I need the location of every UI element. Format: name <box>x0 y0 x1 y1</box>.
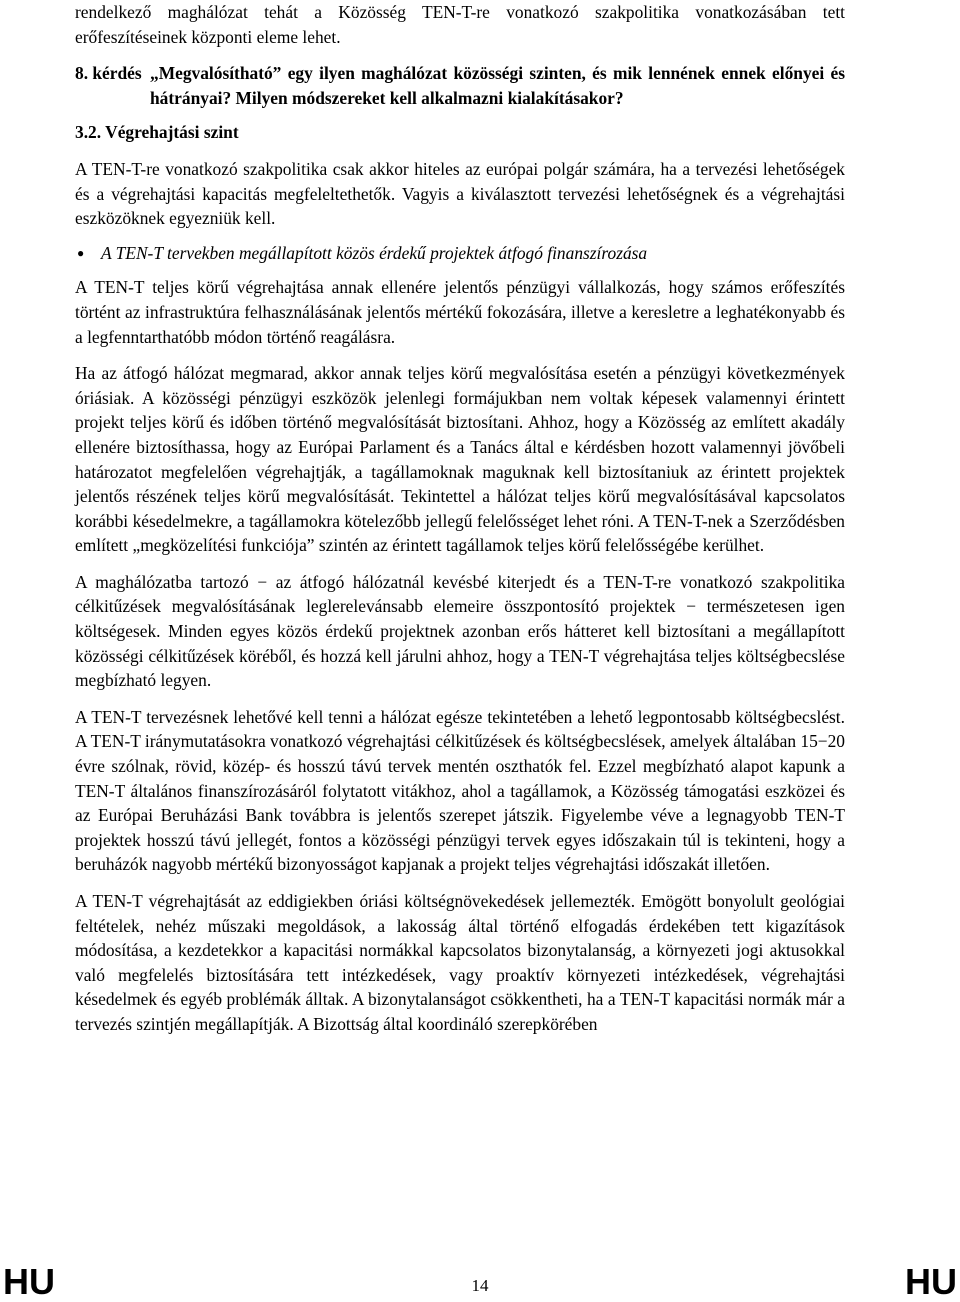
document-body <box>75 0 845 1037</box>
paragraph-2: A TEN-T teljes körű végrehajtása annak ellenére jelentős pénzügyi vállalkozás, hogy számos erőfeszítés történt az infrastruktúra felhasználásának jelentős mértékű fokozására, illetve a keresletre a leghatékonyabb és a legfenntarthatóbb módon történő reagálásra. <box>75 277 845 347</box>
question-number: 8. kérdés <box>75 63 142 84</box>
spacer <box>75 49 845 61</box>
paragraph-6: A TEN-T végrehajtását az eddigiekben óriási költségnövekedések jellemezték. Emögött bonyolult geológiai feltételek, nehéz műszaki megoldások, a lakosság által történő elfogadás érdekében tett kigazítások módosítása, a kezdetekkor a kapacitási normákkal kapcsolatos bizonytalanság, a környezeti jogi aktusokkal való megfelelés biztosítására tett intézkedések, vagy proaktív környezeti intézkedések, végrehajtási késedelmek és egyéb problémák álltak. A bizonytalanságot csökkentheti, ha a TEN-T kapacitási normák már a tervezés szintjén megállapítják. A Bizottság által koordináló szerepkörében <box>75 891 845 1034</box>
spacer <box>75 265 845 275</box>
paragraph-4: A maghálózatba tartozó − az átfogó hálózatnál kevésbé kiterjedt és a TEN-T-re vonatkozó szakpolitika célkitűzések megvalósításának leglerelevánsabb elemeire összpontosító projektek − természetesen igen költségesek. Minden egyes közös érdekű projektnek azonban erős hátteret kell biztosítani a megállapított közösségi célkitűzések köréből, és hozzá kell járulni ahhoz, hogy a TEN-T végrehajtása teljes költségbecslése megbízható legyen. <box>75 571 845 691</box>
page-number: 14 <box>471 1276 489 1295</box>
question-block <box>75 61 845 110</box>
language-code-right: HU <box>905 1261 957 1302</box>
bullet-text: A TEN-T tervekben megállapított közös érdekű projektek átfogó finanszírozása <box>101 242 648 263</box>
bullet-dot-icon: ● <box>77 245 85 260</box>
intro-paragraph: rendelkező maghálózat tehát a Közösség TEN-T-re vonatkozó szakpolitika vonatkozásában tett erőfeszítéseinek központi eleme lehet. <box>75 2 845 47</box>
spacer <box>75 110 845 120</box>
spacer <box>75 693 845 705</box>
question-text: „Megvalósítható” egy ilyen maghálózat közösségi szinten, és mik lennének ennek előnyei és hátrányai? Milyen módszereket kell alkalmazni kialakításakor? <box>150 63 845 108</box>
paragraph-5: A TEN-T tervezésnek lehetővé kell tenni a hálózat egésze tekintetében a lehető legpontosabb költségbecslést. A TEN-T iránymutatásokra vonatkozó végrehajtási célkitűzések és költségbecslések, amelyek általában 15−20 évre szólnak, rövid, közép- és hosszú távú tervek mentén oszthatók fel. Ezzel megbízható alapot kapunk a TEN-T általános finanszírozásáról folytatott vitákhoz, ahol a tagállamok, a Közösség támogatási eszközei és az Európai Beruházási Bank továbbra is jelentős szerepet játszik. Figyelembe véve a legnagyobb TEN-T projektek hosszú távú jellegét, fontos a közösségi pénzügyi tervek egyes időszakain túl is tekinteni, hogy a beruházók nagyobb mértékű bizonyosságot kapjanak a projekt teljes végrehajtási időszakát illetően. <box>75 706 845 875</box>
language-code-left: HU <box>3 1261 55 1302</box>
bullet-list-item <box>75 241 845 266</box>
spacer <box>75 877 845 889</box>
section-heading <box>75 120 845 145</box>
spacer <box>75 349 845 361</box>
spacer <box>75 145 845 157</box>
page-footer <box>0 1262 960 1301</box>
paragraph-1: A TEN-T-re vonatkozó szakpolitika csak akkor hiteles az európai polgár számára, ha a tervezési lehetőségek és a végrehajtási kapacitás megfeleltethetők. Vagyis a kiválasztott tervezési lehetőségnek és a végrehajtási eszközöknek egyezniük kell. <box>75 158 845 229</box>
section-number: 3.2. <box>75 122 102 143</box>
section-title: Végrehajtási szint <box>105 122 239 143</box>
spacer <box>75 558 845 570</box>
paragraph-3: Ha az átfogó hálózat megmarad, akkor annak teljes körű megvalósítása esetén a pénzügyi következmények óriásiak. A közösségi pénzügyi eszközök jelenlegi formájukban nem voltak képesek valamennyi érintett projekt teljes körű és időben történő megvalósítását biztosítani. Ahhoz, hogy a Közösség az említett akadály ellenére biztosíthassa, hogy az Európai Parlament és a Tanács által e kérdésben hozott valamennyi jövőbeli határozatot megfelelően végrehajtják, a tagállamoknak maguknak kell biztosítaniuk az érintett projektek jelentős részének teljes körű megvalósítását. Tekintettel a hálózat teljes körű megvalósításával kapcsolatos korábbi késedelmekre, a tagállamokra kötelezőbb jellegű felelősséget lehet róni. A TEN-T-nek a Szerződésben említett „megközelítési funkciója” szintén az érintett tagállamok teljes körű felelősségébe kerülhet. <box>75 363 845 556</box>
spacer <box>75 231 845 241</box>
